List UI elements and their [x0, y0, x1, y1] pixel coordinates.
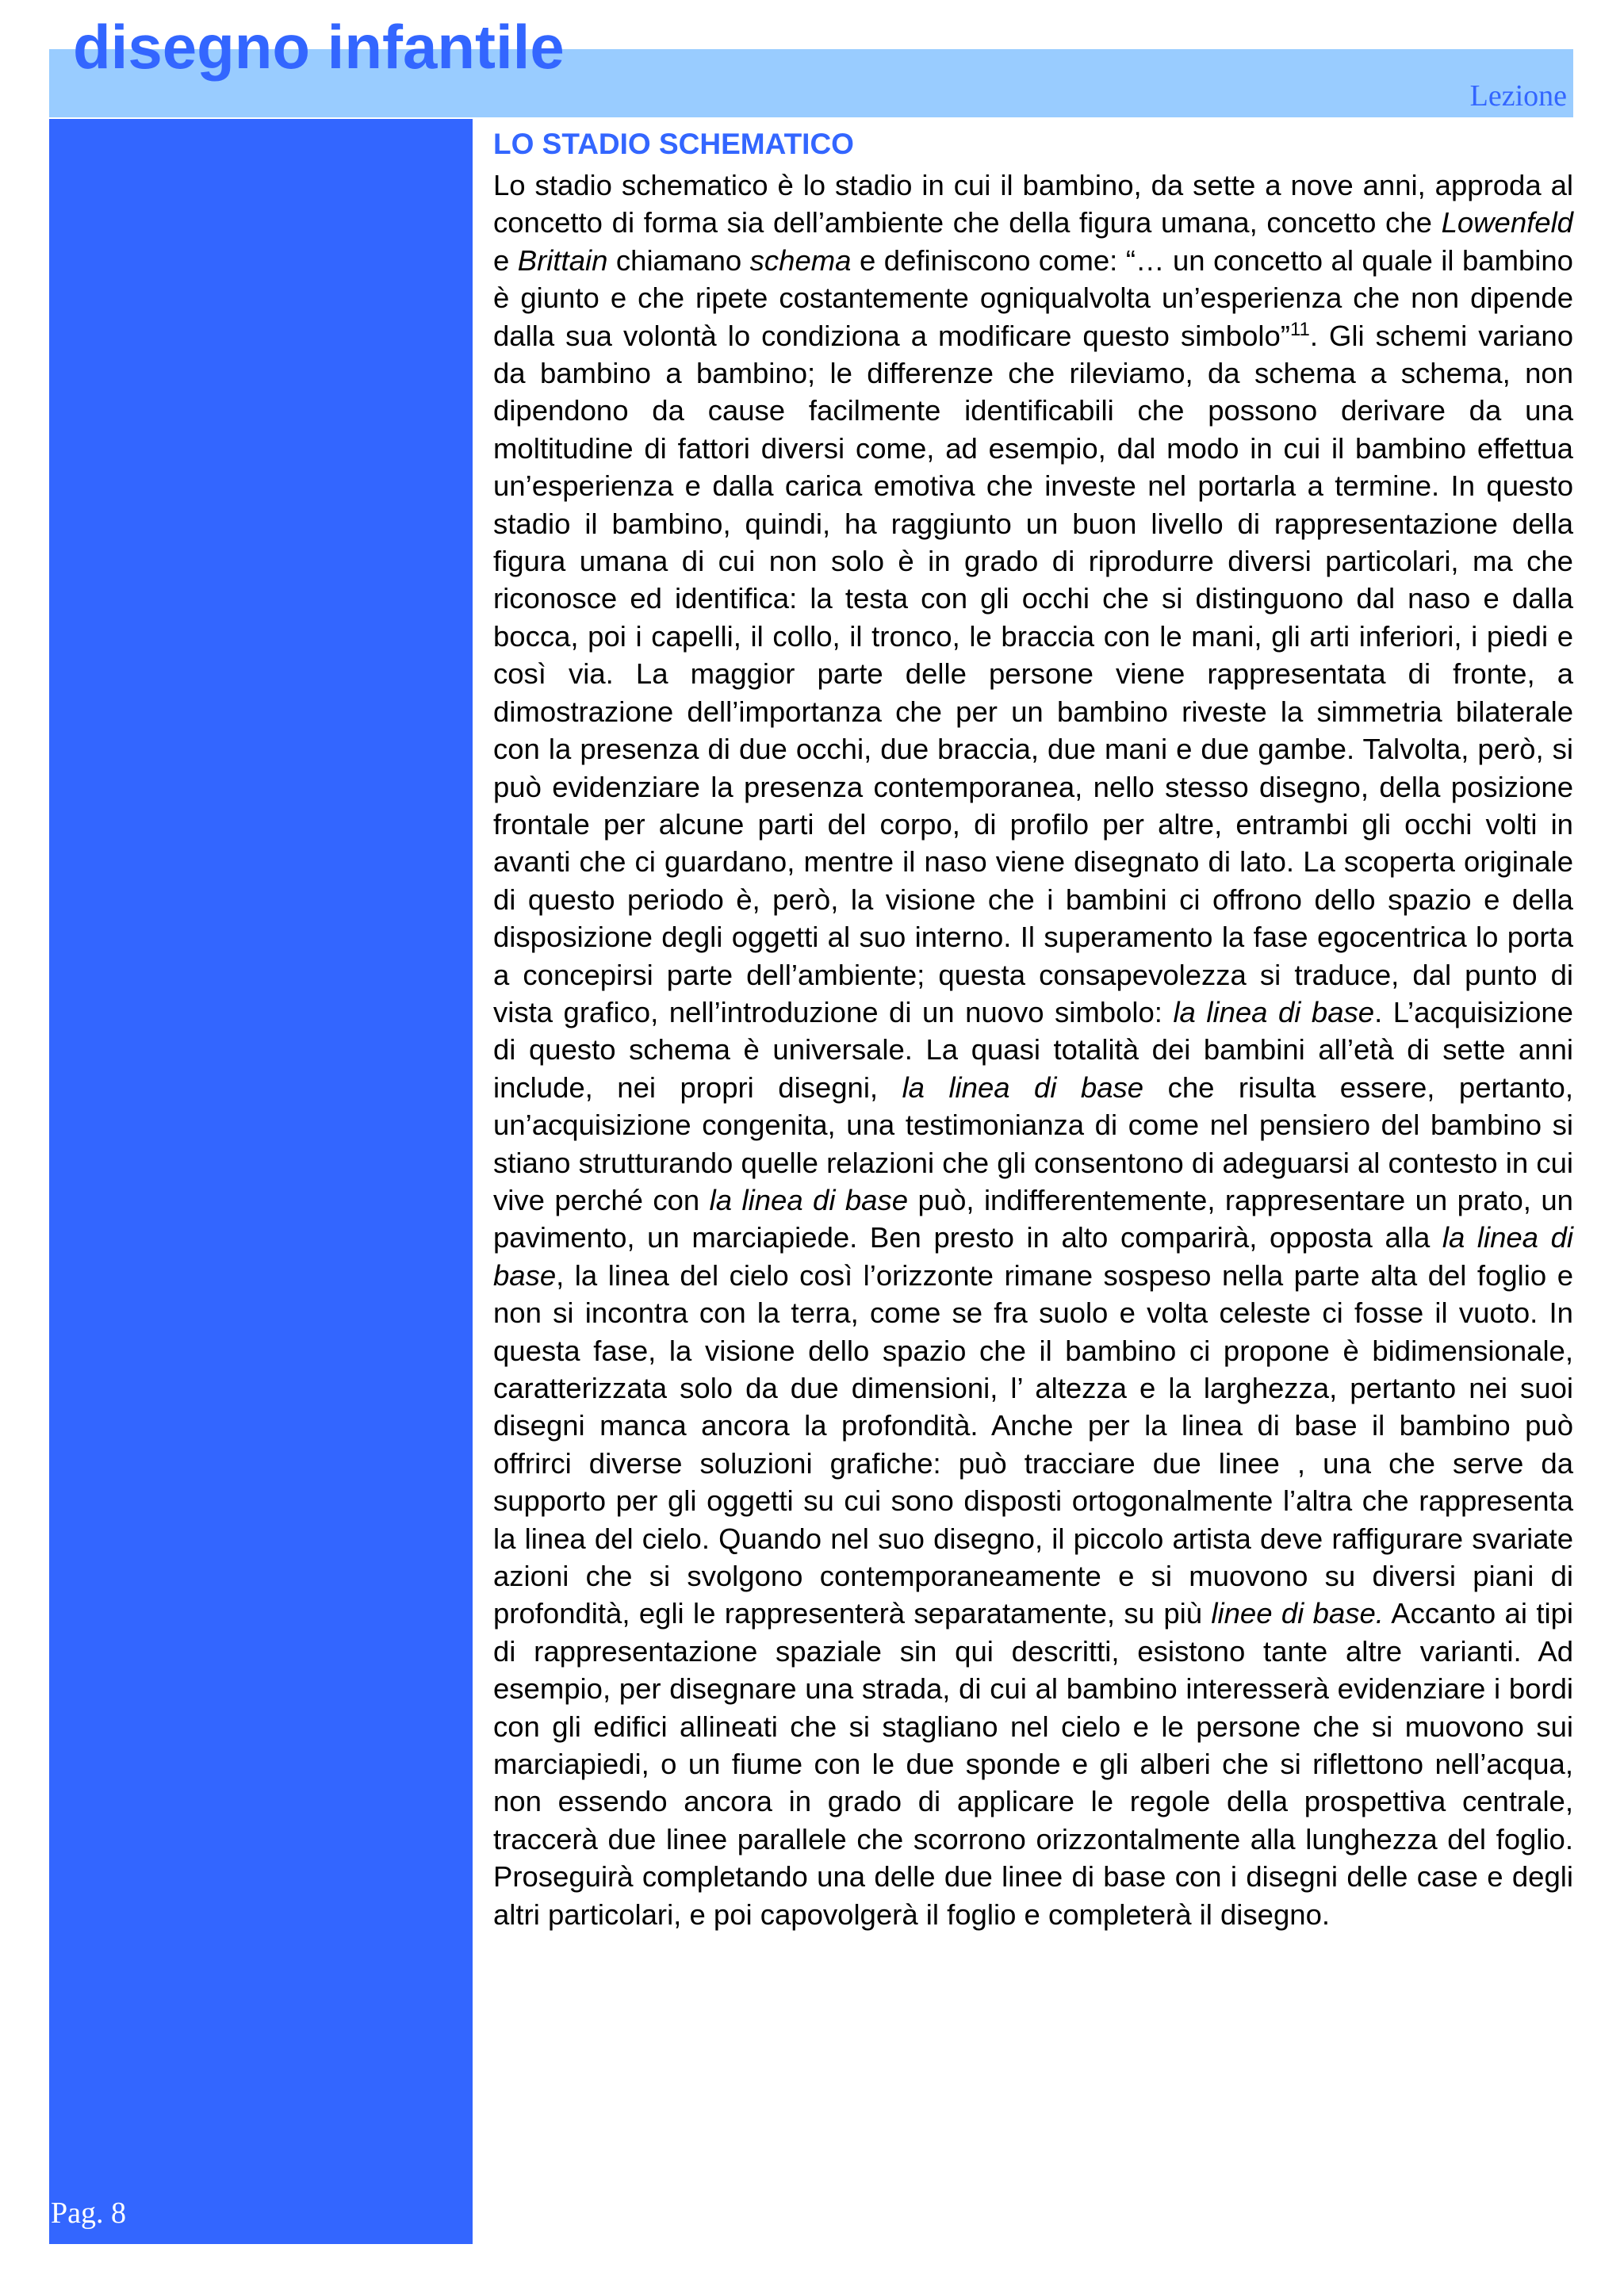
section-title: LO STADIO SCHEMATICO: [493, 128, 854, 160]
text-run: . Gli schemi variano da bambino a bambino; le differenze che rileviamo, da schema a schema, non dipendono da cause facilmente identificabili che possono derivare da una moltitudine di fattori diversi come, ad esempio, dal modo in cui il bambino effettua un’esperienza e dalla carica emotiva che investe nel portarla a termine. In questo stadio il bambino, quindi, ha raggiunto un buon livello di rappresentazione della figura umana di cui non solo è in grado di riprodurre diversi particolari, ma che riconosce ed identifica: la testa con gli occhi che si distinguono dal naso e dalla bocca, poi i capelli, il collo, il tronco, le braccia con le mani, gli arti inferiori, i piedi e così via. La maggior parte delle persone viene rappresentata di fronte, a dimostrazione dell’importanza che per un bambino riveste la simmetria bilaterale con la presenza di due occhi, due braccia, due mani e due gambe. Talvolta, però, si può evidenziare la presenza contemporanea, nello stesso disegno, della posizione frontale per alcune parti del corpo, di profilo per altre, entrambi gli occhi volti in avanti che ci guardano, mentre il naso viene disegnato di lato. La scoperta originale di questo periodo è, però, la visione che i bambini ci offrono dello spazio e della disposizione degli oggetti al suo interno. Il superamento la fase egocentrica lo porta a concepirsi parte dell’ambiente; questa consapevolezza si traduce, dal punto di vista grafico, nell’introduzione di un nuovo simbolo:: [493, 319, 1573, 1028]
text-run: può, indifferentemente, rappresentare un prato, un pavimento, un marciapiede. Ben presto in alto comparirà, opposta alla: [493, 1183, 1573, 1254]
term: schema: [749, 243, 852, 277]
term: linee di base.: [1211, 1597, 1384, 1630]
text-run: Accanto ai tipi di rappresentazione spaziale sin qui descritti, esistono tante altre varianti. Ad esempio, per disegnare una strada, di cui al bambino interesserà evidenziare i bordi con gli edifici allineati che si stagliano nel cielo e le persone che si muovono sui marciapiedi, o un fiume con le due sponde e gli alberi che si riflettono nell’acqua, non essendo ancora in grado di applicare le regole della prospettiva centrale, traccerà due linee parallele che scorrono orizzontalmente alla lunghezza del foglio. Proseguirà completando una delle due linee di base con i disegni delle case e degli altri particolari, e poi capovolgerà il foglio e completerà il disegno.: [493, 1597, 1573, 1931]
text-run: che risulta essere, pertanto, un’acquisizione congenita, una testimonianza di come nel pensiero del bambino si stiano strutturando quelle relazioni che gli consentono di adeguarsi al contesto in cui vive perché con: [493, 1070, 1573, 1216]
author-name: Brittain: [517, 243, 608, 277]
body-paragraph: [493, 167, 1573, 1933]
term: la linea di base: [1173, 995, 1375, 1028]
header-band: [49, 12, 1573, 117]
lesson-label: Lezione: [1469, 79, 1567, 113]
main-content: [493, 125, 1573, 2235]
text-run: . L’acquisizione di questo schema è universale. La quasi totalità dei bambini all’età di sette anni include, nei propri disegni,: [493, 995, 1573, 1104]
text-run: chiamano: [607, 243, 750, 277]
text-run: e: [493, 243, 518, 277]
text-run: , la linea del cielo così l’orizzonte rimane sospeso nella parte alta del foglio e non si incontra con la terra, come se fra suolo e volta celeste ci fosse il vuoto. In questa fase, la visione dello spazio che il bambino ci propone è bidimensionale, caratterizzata solo da due dimensioni, l’ altezza e la larghezza, pertanto nei suoi disegni manca ancora la profondità. Anche per la linea di base il bambino può offrirci diverse soluzioni grafiche: può tracciare due linee , una che serve da supporto per gli oggetti su cui sono disposti ortogonalmente l’altra che rappresenta la linea del cielo. Quando nel suo disegno, il piccolo artista deve raffigurare svariate azioni che si svolgono contemporaneamente e si muovono su diversi piani di profondità, egli le rappresenterà separatamente, su più: [493, 1258, 1573, 1630]
term: la linea di base: [493, 1221, 1573, 1292]
page-number: Pag. 8: [51, 2196, 126, 2230]
author-name: Lowenfeld: [1441, 206, 1573, 239]
sidebar: [49, 119, 473, 2244]
term: la linea di base: [902, 1070, 1144, 1104]
text-run: Lo stadio schematico è lo stadio in cui il bambino, da sette a nove anni, approda al concetto di forma sia dell’ambiente che della figura umana, concetto che: [493, 169, 1573, 239]
text-run: e definiscono come: “… un concetto al quale il bambino è giunto e che ripete costantemente ogniqualvolta un’esperienza che non dipende dalla sua volontà lo condiziona a modificare questo simbolo”: [493, 243, 1573, 352]
term: la linea di base: [709, 1183, 909, 1216]
footnote-reference: 11: [1289, 318, 1310, 340]
document-title: disegno infantile: [73, 12, 565, 82]
